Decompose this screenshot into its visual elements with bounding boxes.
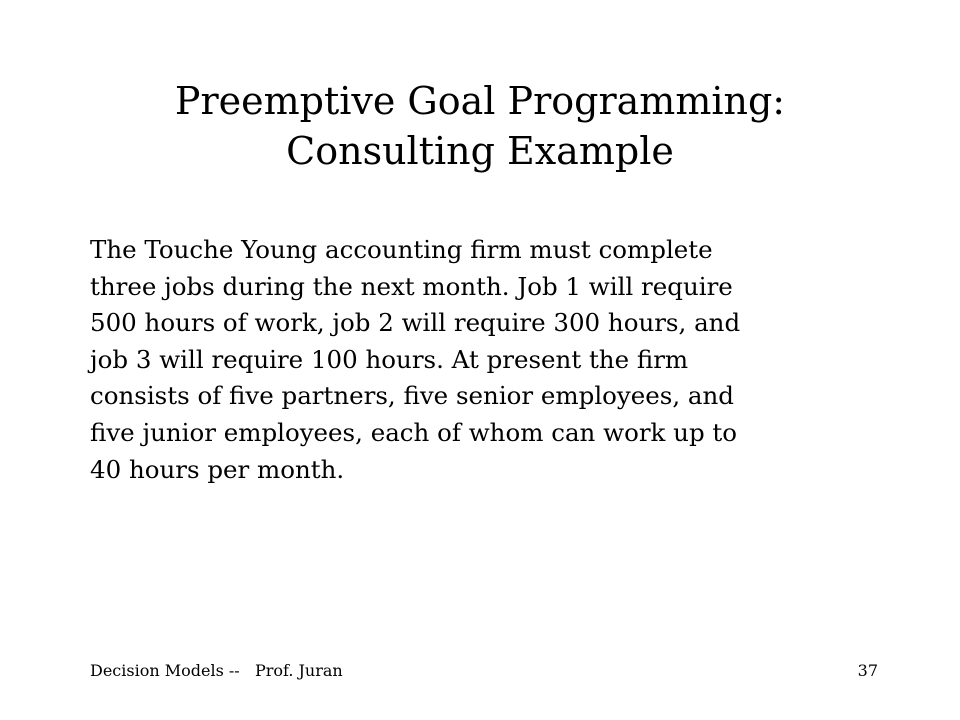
slide-title bbox=[80, 76, 880, 176]
footer-course-label: Decision Models -- Prof. Juran bbox=[90, 661, 343, 680]
body-line: 40 hours per month. bbox=[90, 454, 345, 484]
body-line: consists of five partners, five senior employees, and bbox=[90, 381, 734, 411]
body-line: job 3 will require 100 hours. At present the firm bbox=[90, 344, 689, 374]
footer-page-number: 37 bbox=[857, 661, 878, 680]
body-line: three jobs during the next month. Job 1 will require bbox=[90, 271, 733, 301]
body-line: five junior employees, each of whom can work up to bbox=[90, 417, 738, 447]
slide-body-paragraph bbox=[90, 232, 880, 488]
body-line: 500 hours of work, job 2 will require 300 hours, and bbox=[90, 308, 741, 338]
body-line: The Touche Young accounting firm must complete bbox=[90, 235, 713, 264]
slide-title-line: Consulting Example bbox=[286, 129, 674, 173]
slide-title-line: Preemptive Goal Programming: bbox=[174, 79, 786, 123]
